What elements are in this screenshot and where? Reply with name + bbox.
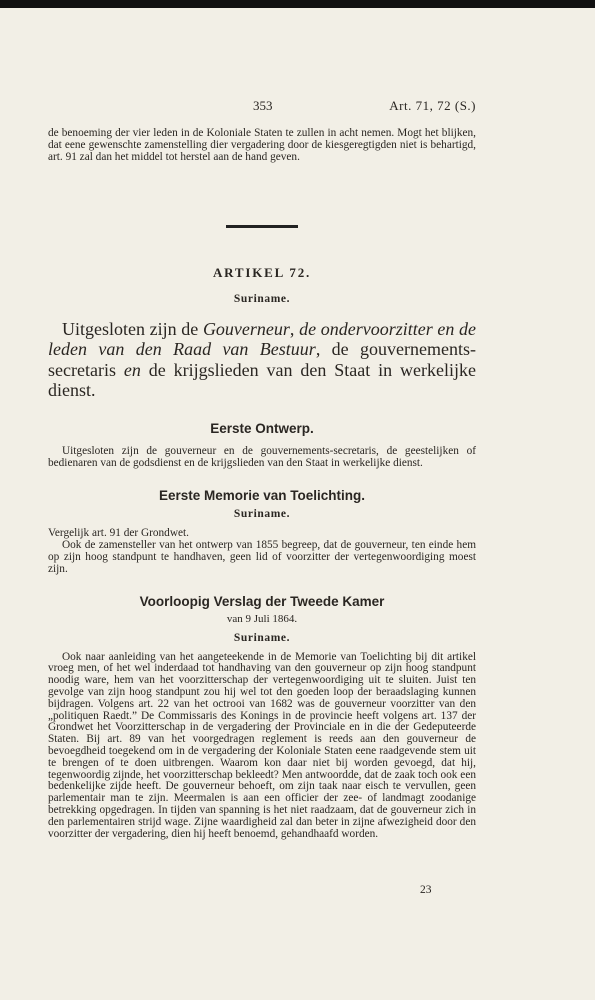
signature-mark: 23 — [420, 884, 432, 896]
intro-paragraph: de benoeming der vier leden in de Koloniale Staten te zullen in acht nemen. Mogt het blijken, dat eene gewenschte zamenstelling dier vergadering door de kiesgeregtigden niet is behartigd, art. 91 zal dan het middel tot herstel aan de hand geven. — [48, 127, 476, 163]
book-page — [0, 8, 595, 1000]
law-text-part: de krijgslieden van den Staat in werkelijke dienst. — [48, 359, 476, 401]
eerste-ontwerp-heading: Eerste Ontwerp. — [210, 420, 314, 436]
law-text-part-italic: Gouverneur — [202, 318, 290, 339]
law-text-part: , — [289, 318, 300, 339]
memorie-region: Suriname. — [233, 508, 291, 521]
law-text-part: Uitgesloten zijn de — [62, 318, 203, 339]
section-divider — [226, 225, 298, 228]
page-number: 353 — [253, 98, 273, 113]
article-region: Suriname. — [233, 292, 291, 305]
article-title: ARTIKEL 72. — [212, 264, 312, 280]
law-text-part-italic: de ondervoorzitter en de leden van den Raad van Bestuur — [48, 318, 476, 360]
verslag-region: Suriname. — [233, 631, 291, 644]
memorie-text-2: Ook de zamensteller van het ontwerp van 1855 begreep, dat de gouverneur, ten einde hem op zijn hoog standpunt te handhaven, geen lid of voorzitter der vertegenwoordiging moest zijn. — [48, 539, 476, 575]
top-border — [0, 0, 595, 8]
verslag-heading: Voorloopig Verslag der Tweede Kamer — [139, 593, 385, 609]
memorie-text-1: Vergelijk art. 91 der Grondwet. — [48, 527, 189, 540]
page-content — [48, 128, 476, 840]
verslag-date: van 9 Juli 1864. — [226, 612, 298, 625]
article-law-text — [48, 319, 476, 401]
law-text-part: , de gouvernements-secretaris — [48, 339, 477, 380]
verslag-text: Ook naar aanleiding van het aangeteekende in de Memorie van Toelichting bij dit artikel vroeg men, of het wel inderdaad tot handhaving van den gouverneur op zijn hoog standpunt noodig ware, hem van het voorzitterschap der vertegenwoordiging uit te sluiten. Juist ten gevolge van zijn hoog standpunt zou hij wel tot den goeden loop der beraadslaging kunnen bijdragen. Volgens art. 22 van het octrooi van 1682 was de gouverneur voorzitter van den „politiquen Raedt.” De Commissaris des Konings in de provincie heeft volgens art. 137 der Grondwet het Voorzitterschap in de vergadering der Provinciale en in die der Gedeputeerde Staten. Bij art. 89 van het voorgedragen reglement is reeds aan den gouverneur de bevoegdheid toegekend om in de vergadering der Koloniale Staten eene raadgevende stem uit te brengen of te doen uitbrengen. Waarom kon daar niet bij worden gevoegd, dat hij, tegenwoordig zijnde, het voorzitterschap bekleedt? Men antwoordde, dat de zaak toch ook een bedenkelijke zijde heeft. De gouverneur behoeft, om zijn taak naar eisch te vervullen, geen parlementair man te zijn. Meermalen is aan een officier der zee- of landmagt zoodanige betrekking opgedragen. In tijden van spanning is het niet raadzaam, dat de gouverneur zich in den parlementairen strijd wage. Zijne waardigheid zal dan beter in zijne afwezigheid door den voorzitter der vergadering, dien hij heeft benoemd, gehandhaafd worden. — [48, 650, 476, 840]
eerste-ontwerp-text: Uitgesloten zijn de gouverneur en de gouvernements-secretaris, de geestelijken of bedienaren van de godsdienst en de krijgslieden van den Staat in werkelijke dienst. — [48, 444, 476, 469]
article-reference: Art. 71, 72 (S.) — [389, 98, 476, 113]
memorie-heading: Eerste Memorie van Toelichting. — [158, 488, 366, 504]
law-text-part-italic: en — [123, 359, 141, 380]
running-head — [48, 98, 476, 116]
